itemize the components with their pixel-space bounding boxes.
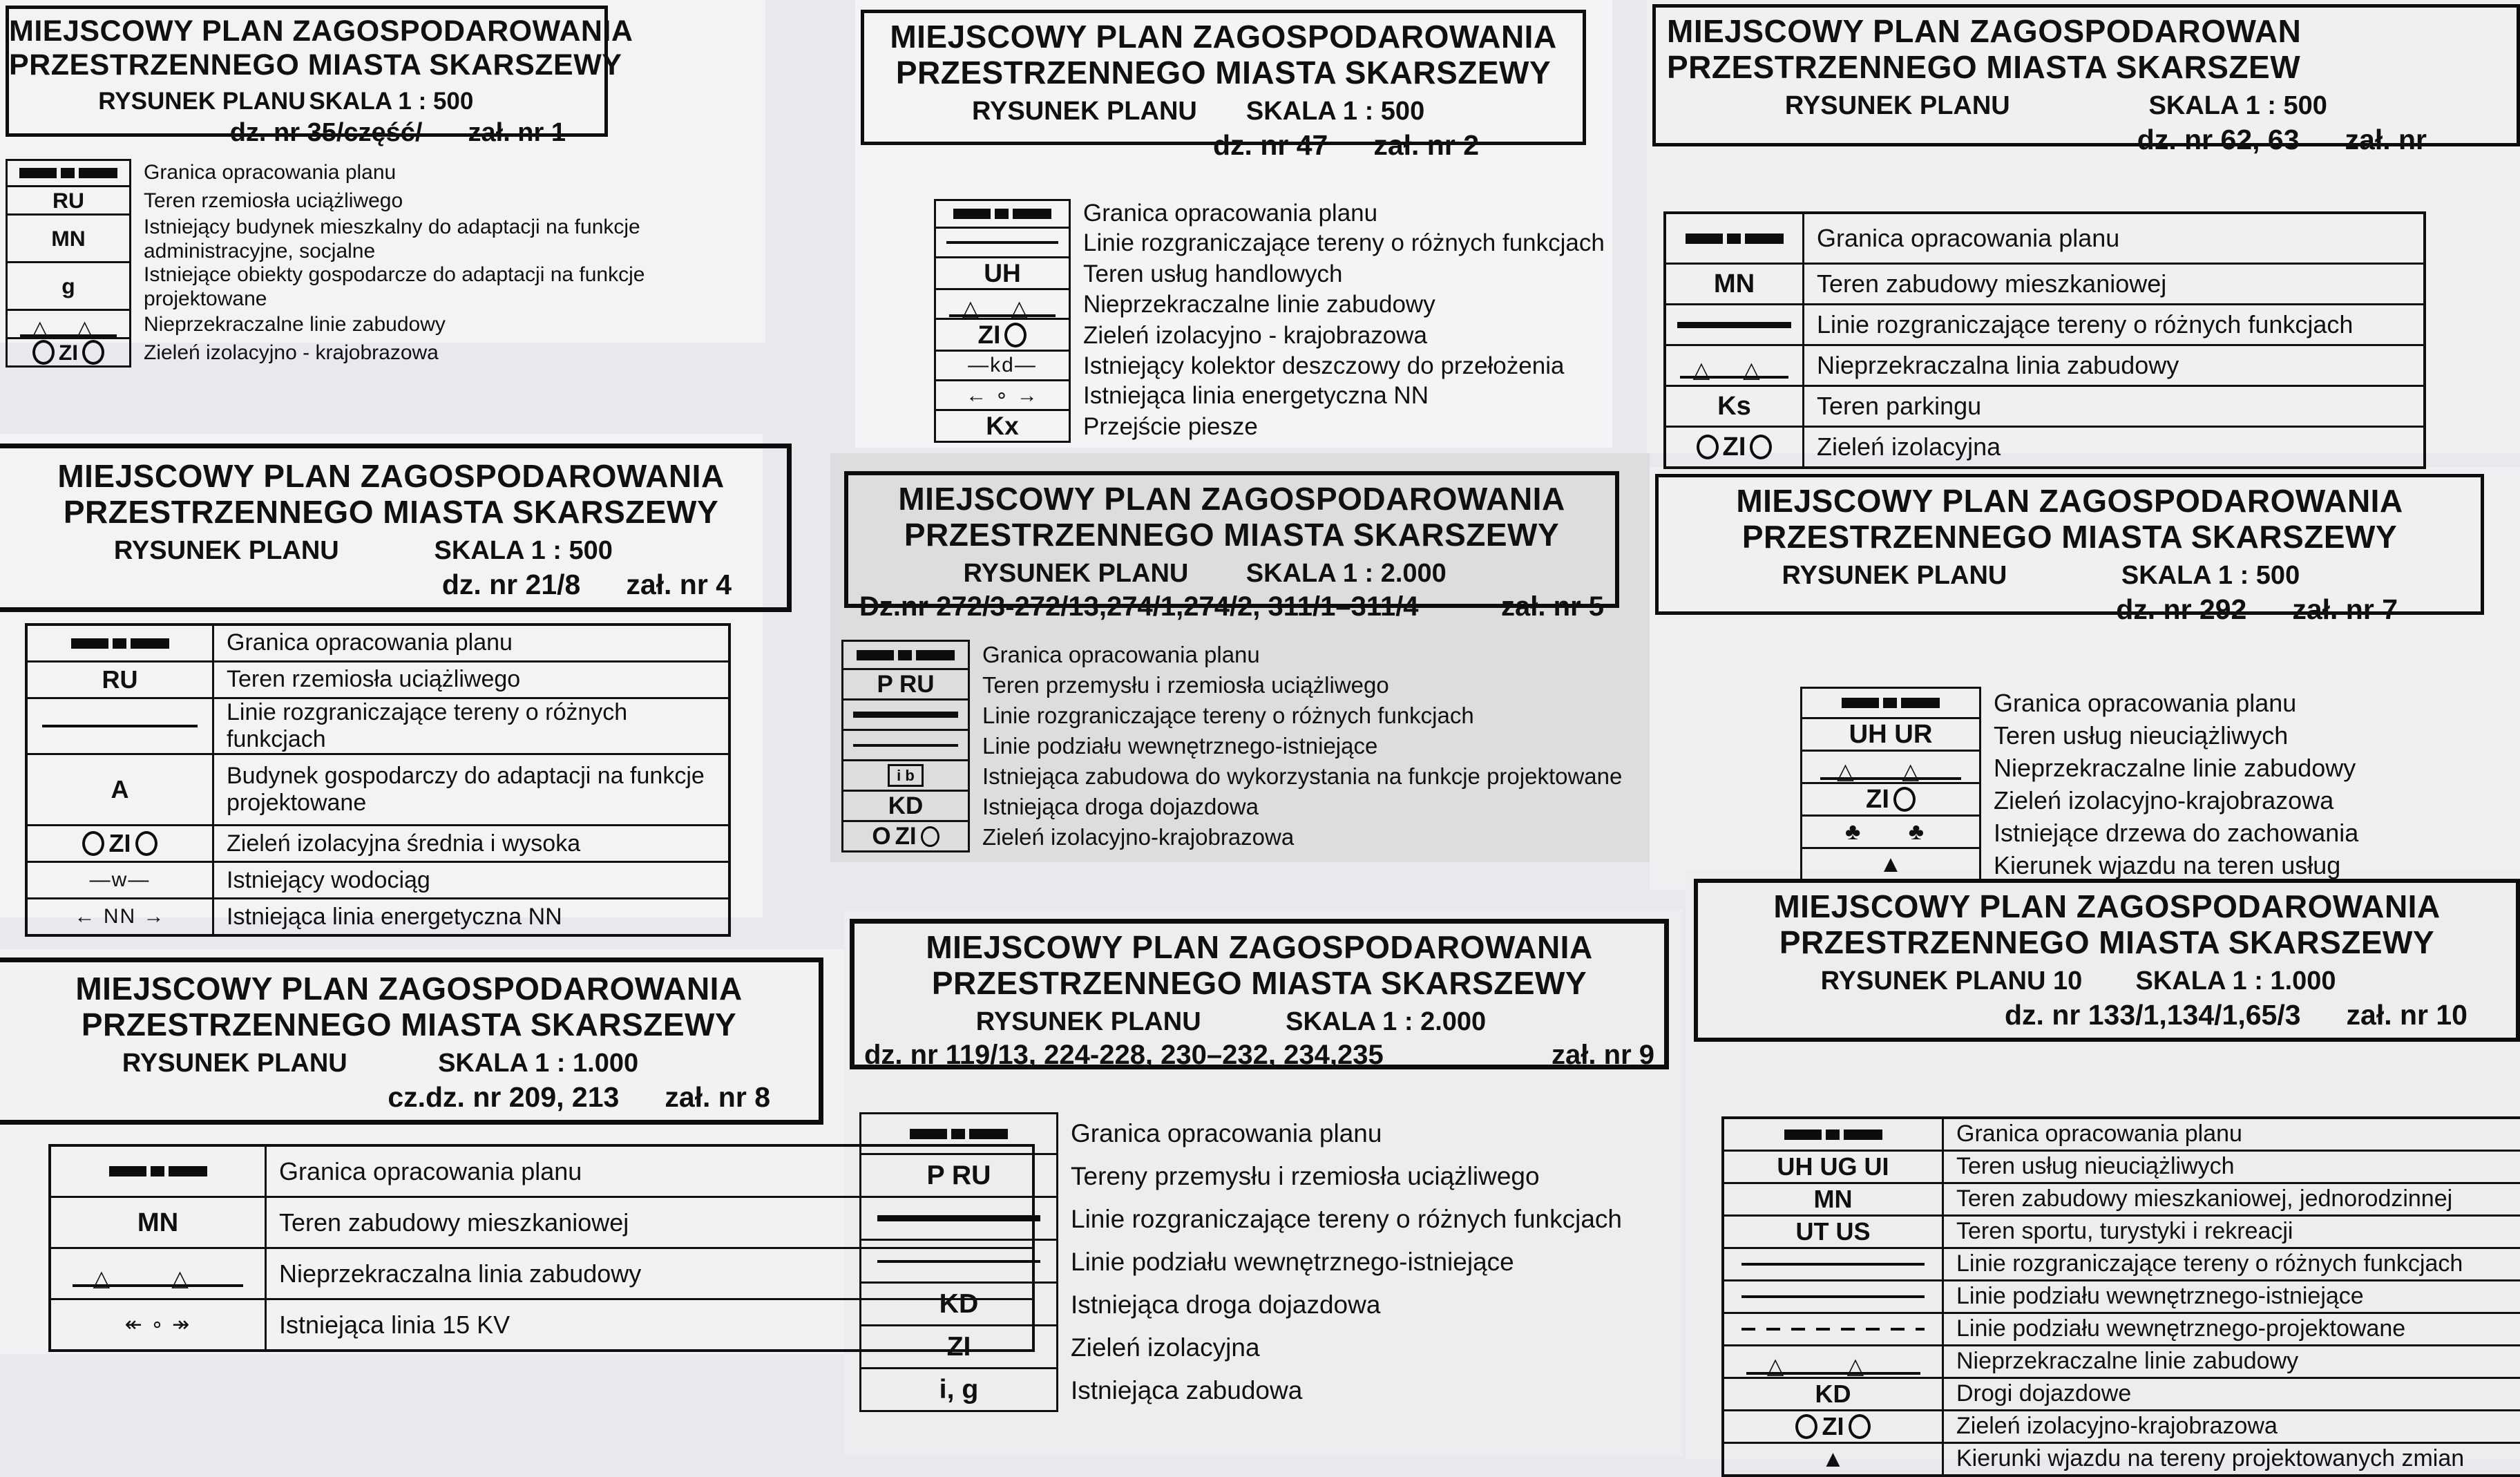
- plan-title-line1: MIEJSCOWY PLAN ZAGOSPODAROWANIA: [898, 481, 1565, 517]
- plan-title-line1: MIEJSCOWY PLAN ZAGOSPODAROWANIA: [9, 15, 633, 48]
- legend-row: [6, 339, 752, 368]
- legend-label: Zieleń izolacyjno-krajobrazowa: [1956, 1413, 2278, 1440]
- plan-title-line1: MIEJSCOWY PLAN ZAGOSPODAROWANIA: [57, 458, 725, 494]
- legend-row: [1800, 752, 2520, 784]
- zone-code: RU: [6, 187, 131, 216]
- plan-title-line2: PRZESTRZENNEGO MIASTA SKARSZEWY: [1741, 519, 2398, 555]
- parcel-label: cz.dz. nr 209, 213: [388, 1080, 620, 1113]
- legend-row: [859, 1155, 1672, 1198]
- trees-icon: ♣ ♣: [1800, 817, 1981, 849]
- legend-label: Istniejąca linia 15 KV: [279, 1310, 510, 1339]
- building-limit-line-icon: △ △: [1724, 1346, 1944, 1377]
- legend-label: Istniejąca zabudowa: [1071, 1375, 1303, 1404]
- building-limit-line-icon: △ △: [1666, 346, 1804, 385]
- legend-row: [1724, 1152, 2520, 1184]
- legend-label: Zieleń izolacyjno - krajobrazowa: [144, 341, 439, 365]
- attachment-label: zał. nr 4: [626, 568, 732, 600]
- parcel-label: Dz.nr 272/3-272/13,274/1,274/2, 311/1–311/4: [859, 591, 1419, 622]
- legend-label: Istniejący budynek mieszkalny do adaptacji na funkcje administracyjne, socjalne: [144, 216, 640, 263]
- legend-label: Zieleń izolacyjno-krajobrazowa: [1994, 785, 2334, 814]
- legend-label: Granica opracowania planu: [144, 161, 397, 184]
- plan-title-box: [844, 471, 1619, 622]
- utility-line-icon: ← NN →: [28, 899, 214, 934]
- boundary-line-icon: [859, 1241, 1058, 1284]
- plan-title-line2: PRZESTRZENNEGO MIASTA SKARSZEWY: [63, 494, 719, 531]
- legend-label: Nieprzekraczalne linie zabudowy: [1956, 1348, 2299, 1375]
- plan-title-box: [6, 6, 633, 148]
- legend: [859, 1112, 1672, 1412]
- plan-title-box: [1694, 879, 2520, 1042]
- zone-code: ZI: [859, 1326, 1058, 1369]
- plan-title-line1: MIEJSCOWY PLAN ZAGOSPODAROWANIA: [890, 19, 1557, 55]
- legend-label: Istniejąca zabudowa do wykorzystania na funkcje projektowane: [982, 763, 1623, 790]
- legend-label: Tereny przemysłu i rzemiosła uciążliwego: [1071, 1161, 1540, 1190]
- legend-row: [841, 761, 1654, 792]
- drawing-label: RYSUNEK PLANU: [98, 88, 306, 115]
- legend-row: [28, 755, 728, 826]
- zone-code: UT US: [1724, 1217, 1944, 1247]
- plan-boundary-icon: [51, 1147, 267, 1196]
- legend-row: [841, 822, 1654, 852]
- building-limit-line-icon: △ △: [51, 1249, 267, 1298]
- legend-label: Nieprzekraczalna linia zabudowy: [279, 1259, 642, 1288]
- zone-code: MN: [1666, 265, 1804, 303]
- legend-label: Istniejąca linia energetyczna NN: [1083, 382, 1429, 410]
- legend-label: Linie rozgraniczające tereny o różnych funkcjach: [982, 703, 1474, 729]
- dashed-division-line-icon: [1724, 1314, 1944, 1344]
- zone-code: KD: [1724, 1379, 1944, 1409]
- boundary-line-icon: [1724, 1249, 1944, 1279]
- plan-boundary-icon: [1724, 1119, 1944, 1150]
- legend-label: Drogi dojazdowe: [1956, 1380, 2132, 1407]
- legend-label: Teren rzemiosła uciążliwego: [144, 189, 403, 213]
- legend-row: [859, 1326, 1672, 1369]
- legend-label: Przejście piesze: [1083, 412, 1258, 440]
- scale-label: SKALA 1 : 1.000: [2135, 966, 2336, 995]
- zone-code: KD: [859, 1284, 1058, 1326]
- legend-row: [1666, 305, 2423, 346]
- legend-row: [1724, 1184, 2520, 1217]
- plan-title-box: [0, 957, 823, 1125]
- legend-label: Istniejąca droga dojazdowa: [982, 794, 1259, 820]
- legend-row: [841, 792, 1654, 822]
- legend-label: Teren sportu, turystyki i rekreacji: [1956, 1218, 2293, 1245]
- legend-label: Linie rozgraniczające tereny o różnych funkcjach: [1817, 310, 2354, 339]
- legend-label: Linie podziału wewnętrznego-istniejące: [1071, 1247, 1514, 1276]
- legend-row: [28, 826, 728, 863]
- building-limit-line-icon: △ △: [934, 290, 1071, 320]
- greenery-circles-icon: ZI: [6, 339, 131, 368]
- legend-label: Istniejąca droga dojazdowa: [1071, 1290, 1381, 1319]
- drawing-label: RYSUNEK PLANU: [972, 96, 1197, 126]
- legend-row: [934, 199, 1673, 229]
- plan-boundary-icon: [1666, 214, 1804, 263]
- plan-title-line1: MIEJSCOWY PLAN ZAGOSPODAROWANIA: [926, 929, 1593, 965]
- legend-row: [1800, 817, 2520, 849]
- scale-label: SKALA 1 : 500: [2148, 90, 2327, 120]
- legend-row: [1724, 1217, 2520, 1249]
- legend-label: Istniejące obiekty gospodarcze do adaptacji na funkcje projektowane: [144, 263, 645, 310]
- legend-row: [859, 1198, 1672, 1241]
- drawing-label: RYSUNEK PLANU: [975, 1007, 1201, 1036]
- entry-arrow-icon: ▲: [1800, 849, 1981, 882]
- legend-row: [841, 640, 1654, 670]
- legend-row: [841, 731, 1654, 761]
- parcel-label: dz. nr 47: [1213, 128, 1328, 161]
- plan-title-box: [1652, 4, 2520, 155]
- legend-label: Granica opracowania planu: [279, 1156, 582, 1185]
- legend-row: [28, 899, 728, 934]
- legend-row: [1724, 1379, 2520, 1411]
- legend-row: [1724, 1281, 2520, 1314]
- zone-code: RU: [28, 663, 214, 697]
- legend-label: Linie rozgraniczające tereny o różnych funkcjach: [227, 699, 628, 753]
- legend-label: Granica opracowania planu: [1817, 224, 2120, 253]
- drawing-label: RYSUNEK PLANU: [113, 535, 339, 565]
- zone-code: MN: [6, 216, 131, 263]
- plan-panel-2: [861, 10, 1662, 440]
- scale-label: SKALA 1 : 500: [309, 88, 474, 115]
- legend-label: Budynek gospodarczy do adaptacji na funkcje projektowane: [227, 763, 705, 817]
- zone-code: UH UR: [1800, 719, 1981, 752]
- parcel-label: dz. nr 21/8: [441, 568, 581, 600]
- legend-label: Teren rzemiosła uciążliwego: [227, 666, 521, 693]
- plan-boundary-icon: [28, 626, 214, 660]
- utility-line-icon: ↞ ∘ ↠: [51, 1300, 267, 1349]
- legend-label: Linie podziału wewnętrznego-projektowane: [1956, 1315, 2406, 1342]
- legend: [6, 159, 752, 368]
- legend-label: Nieprzekraczalne linie zabudowy: [1083, 291, 1435, 318]
- legend-label: Teren przemysłu i rzemiosła uciążliwego: [982, 672, 1389, 698]
- utility-line-icon: —w—: [28, 863, 214, 897]
- drawing-label: RYSUNEK PLANU: [1782, 560, 2007, 590]
- zone-code: MN: [1724, 1184, 1944, 1214]
- zone-code: P RU: [841, 670, 970, 701]
- legend-row: [28, 626, 728, 663]
- legend-row: [6, 311, 752, 339]
- legend-row: [934, 258, 1673, 290]
- legend-label: Linie rozgraniczające tereny o różnych funkcjach: [1083, 229, 1605, 257]
- legend-label: Istniejące drzewa do zachowania: [1994, 818, 2359, 847]
- plan-title-line1: MIEJSCOWY PLAN ZAGOSPODAROWANIA: [75, 971, 743, 1007]
- parcel-label: dz. nr 292: [2116, 593, 2247, 625]
- entry-arrow-icon: ▲: [1724, 1444, 1944, 1474]
- legend-row: [1724, 1119, 2520, 1152]
- zone-code: Ks: [1666, 387, 1804, 426]
- legend-label: Nieprzekraczalne linie zabudowy: [1994, 753, 2356, 782]
- plan-panel-9: [1694, 879, 2520, 1472]
- legend: [934, 199, 1673, 443]
- boundary-line-icon: [1724, 1281, 1944, 1312]
- legend-row: [934, 381, 1673, 411]
- scale-label: SKALA 1 : 500: [434, 535, 613, 565]
- legend-label: Istniejący kolektor deszczowy do przełożenia: [1083, 352, 1565, 380]
- legend-row: [1800, 784, 2520, 817]
- scale-label: SKALA 1 : 2.000: [1245, 558, 1447, 588]
- legend-label: Linie podziału wewnętrznego-istniejące: [1956, 1283, 2364, 1310]
- boundary-line-icon: [1666, 305, 1804, 344]
- zone-code: MN: [51, 1198, 267, 1247]
- zone-code: P RU: [859, 1155, 1058, 1198]
- drawing-label: RYSUNEK PLANU: [963, 558, 1189, 588]
- legend-row: [934, 352, 1673, 381]
- plan-panel-5: [830, 453, 1650, 850]
- legend-row: [1666, 346, 2423, 387]
- legend-row: [1724, 1249, 2520, 1281]
- legend-row: [859, 1369, 1672, 1412]
- legend-row: [28, 699, 728, 755]
- plan-boundary-icon: [934, 199, 1071, 229]
- plan-title-line2: PRZESTRZENNEGO MIASTA SKARSZEWY: [81, 1007, 737, 1043]
- plan-panel-1: [6, 6, 765, 365]
- greenery-circles-icon: O ZI: [841, 822, 970, 852]
- attachment-label: zał. nr 10: [2346, 998, 2468, 1031]
- building-limit-line-icon: △ △: [1800, 752, 1981, 784]
- boundary-line-icon: [841, 731, 970, 761]
- legend-row: [28, 663, 728, 699]
- plan-title-line1: MIEJSCOWY PLAN ZAGOSPODAROWANIA: [1773, 888, 2441, 924]
- plan-title-line2: PRZESTRZENNEGO MIASTA SKARSZEWY: [1779, 924, 2435, 961]
- legend-row: [1724, 1314, 2520, 1346]
- legend-label: Granica opracowania planu: [1994, 688, 2297, 717]
- attachment-label: zał. nr: [2345, 123, 2427, 155]
- boundary-line-icon: [859, 1198, 1058, 1241]
- legend-label: Teren usług nieuciążliwych: [1994, 721, 2289, 750]
- attachment-label: zał. nr 7: [2292, 593, 2398, 625]
- legend-label: Istniejący wodociąg: [227, 866, 430, 893]
- legend-row: [1800, 687, 2520, 719]
- parcel-label: dz. nr 62, 63: [2137, 123, 2300, 155]
- legend-label: Granica opracowania planu: [982, 642, 1260, 668]
- plan-title-box: [1655, 474, 2484, 625]
- legend-row: [6, 216, 752, 263]
- legend-label: Granica opracowania planu: [1071, 1118, 1382, 1147]
- plan-title-line2: PRZESTRZENNEGO MIASTA SKARSZEWY: [9, 48, 622, 82]
- parcel-label: dz. nr 119/13, 224-228, 230–232, 234,235: [864, 1039, 1384, 1070]
- legend-label: Teren parkingu: [1817, 392, 1982, 421]
- drawing-label: RYSUNEK PLANU: [1784, 90, 2010, 120]
- drawing-label: RYSUNEK PLANU 10: [1820, 966, 2083, 995]
- legend: [25, 623, 731, 937]
- plan-title-line2: PRZESTRZENNEGO MIASTA SKARSZEW: [1667, 49, 2301, 86]
- legend-label: Granica opracowania planu: [1956, 1121, 2242, 1147]
- utility-line-icon: —kd—: [934, 352, 1071, 381]
- plan-title-line1: MIEJSCOWY PLAN ZAGOSPODAROWAN: [1667, 13, 2302, 49]
- greenery-circle-icon: ZI: [934, 320, 1071, 352]
- legend-row: [1724, 1411, 2520, 1444]
- legend-row: [1724, 1444, 2520, 1474]
- greenery-circles-icon: ZI: [28, 826, 214, 861]
- plan-panel-4: [0, 444, 819, 930]
- zone-code: UH: [934, 258, 1071, 290]
- legend-row: [6, 187, 752, 216]
- legend-label: Kierunek wjazdu na teren usług: [1994, 850, 2341, 879]
- legend-row: [934, 320, 1673, 352]
- legend-label: Linie podziału wewnętrznego-istniejące: [982, 733, 1378, 759]
- plan-panel-3: [1652, 4, 2520, 461]
- legend: [1721, 1116, 2520, 1477]
- legend-label: Teren usług handlowych: [1083, 260, 1343, 287]
- legend-label: Zieleń izolacyjno - krajobrazowa: [1083, 321, 1427, 349]
- legend-row: [934, 290, 1673, 320]
- attachment-label: zał. nr 8: [665, 1080, 770, 1113]
- scale-label: SKALA 1 : 500: [2121, 560, 2300, 590]
- parcel-label: dz. nr 133/1,134/1,65/3: [2005, 998, 2301, 1031]
- legend-label: Nieprzekraczalne linie zabudowy: [144, 313, 446, 336]
- legend-row: [6, 263, 752, 311]
- legend-label: Nieprzekraczalna linia zabudowy: [1817, 351, 2179, 380]
- zone-code: i, g: [859, 1369, 1058, 1412]
- legend-label: Istniejąca linia energetyczna NN: [227, 903, 562, 930]
- legend-label: Zieleń izolacyjno-krajobrazowa: [982, 824, 1295, 850]
- plan-title-box: [850, 919, 1669, 1069]
- legend-label: Teren zabudowy mieszkaniowej: [279, 1208, 629, 1237]
- plan-title-line2: PRZESTRZENNEGO MIASTA SKARSZEWY: [931, 965, 1587, 1002]
- scale-label: SKALA 1 : 2.000: [1286, 1007, 1487, 1036]
- plan-boundary-icon: [6, 159, 131, 187]
- legend-row: [1800, 849, 2520, 882]
- legend-row: [1724, 1346, 2520, 1379]
- legend-row: [841, 670, 1654, 701]
- legend-row: [1666, 214, 2423, 265]
- building-limit-line-icon: △ △: [6, 311, 131, 339]
- legend-label: Teren usług nieuciążliwych: [1956, 1153, 2235, 1180]
- plan-panel-6: [1655, 474, 2520, 879]
- zone-code: UH UG UI: [1724, 1152, 1944, 1182]
- plan-title-box: [0, 444, 792, 612]
- plan-boundary-icon: [859, 1112, 1058, 1155]
- boundary-line-icon: [841, 701, 970, 731]
- greenery-circles-icon: ZI: [1724, 1411, 1944, 1442]
- legend-label: Zieleń izolacyjna: [1817, 432, 2001, 461]
- plan-title-box: [861, 10, 1586, 161]
- legend-label: Teren zabudowy mieszkaniowej: [1817, 269, 2167, 298]
- legend-row: [934, 411, 1673, 443]
- legend-label: Granica opracowania planu: [1083, 200, 1378, 227]
- zone-code: A: [28, 755, 214, 824]
- legend-label: Linie rozgraniczające tereny o różnych funkcjach: [1071, 1204, 1622, 1233]
- legend: [841, 640, 1654, 852]
- legend-label: Kierunki wjazdu na tereny projektowanych zmian: [1956, 1445, 2465, 1472]
- legend-label: Granica opracowania planu: [227, 629, 513, 656]
- boundary-line-icon: [28, 699, 214, 753]
- legend-row: [934, 229, 1673, 258]
- scale-label: SKALA 1 : 500: [1245, 96, 1425, 126]
- attachment-label: zał. nr 9: [1552, 1039, 1654, 1070]
- legend-row: [1800, 719, 2520, 752]
- parcel-label: dz. nr 35/część/: [229, 118, 423, 148]
- legend-row: [1666, 428, 2423, 466]
- legend-row: [28, 863, 728, 899]
- attachment-label: zał. nr 2: [1373, 128, 1479, 161]
- plan-title-line1: MIEJSCOWY PLAN ZAGOSPODAROWANIA: [1736, 483, 2403, 519]
- plan-boundary-icon: [841, 640, 970, 670]
- plan-panel-8: [850, 919, 1673, 1404]
- greenery-circles-icon: ZI: [1666, 428, 1804, 466]
- attachment-label: zał. nr 1: [468, 118, 566, 148]
- utility-line-icon: ← ∘ →: [934, 381, 1071, 411]
- plan-title-line2: PRZESTRZENNEGO MIASTA SKARSZEWY: [895, 55, 1552, 91]
- plan-boundary-icon: [1800, 687, 1981, 719]
- scale-label: SKALA 1 : 1.000: [438, 1048, 639, 1078]
- legend-row: [859, 1241, 1672, 1284]
- legend: [1663, 211, 2426, 469]
- boundary-line-icon: [934, 229, 1071, 258]
- greenery-circle-icon: ZI: [1800, 784, 1981, 817]
- legend-label: Zieleń izolacyjna: [1071, 1333, 1260, 1362]
- existing-building-icon: i b: [841, 761, 970, 792]
- legend-row: [1666, 265, 2423, 305]
- legend-label: Zieleń izolacyjna średnia i wysoka: [227, 830, 581, 857]
- legend-row: [859, 1284, 1672, 1326]
- legend-label: Teren zabudowy mieszkaniowej, jednorodzinnej: [1956, 1185, 2453, 1212]
- legend-row: [6, 159, 752, 187]
- attachment-label: zał. nr 5: [1501, 591, 1604, 622]
- zone-code: KD: [841, 792, 970, 822]
- legend-label: Linie rozgraniczające tereny o różnych funkcjach: [1956, 1250, 2463, 1277]
- legend: [1800, 687, 2520, 882]
- drawing-label: RYSUNEK PLANU: [122, 1048, 347, 1078]
- legend-row: [841, 701, 1654, 731]
- legend-row: [859, 1112, 1672, 1155]
- zone-code: Kx: [934, 411, 1071, 443]
- legend-row: [1666, 387, 2423, 428]
- plan-title-line2: PRZESTRZENNEGO MIASTA SKARSZEWY: [904, 517, 1560, 553]
- zone-code: g: [6, 263, 131, 311]
